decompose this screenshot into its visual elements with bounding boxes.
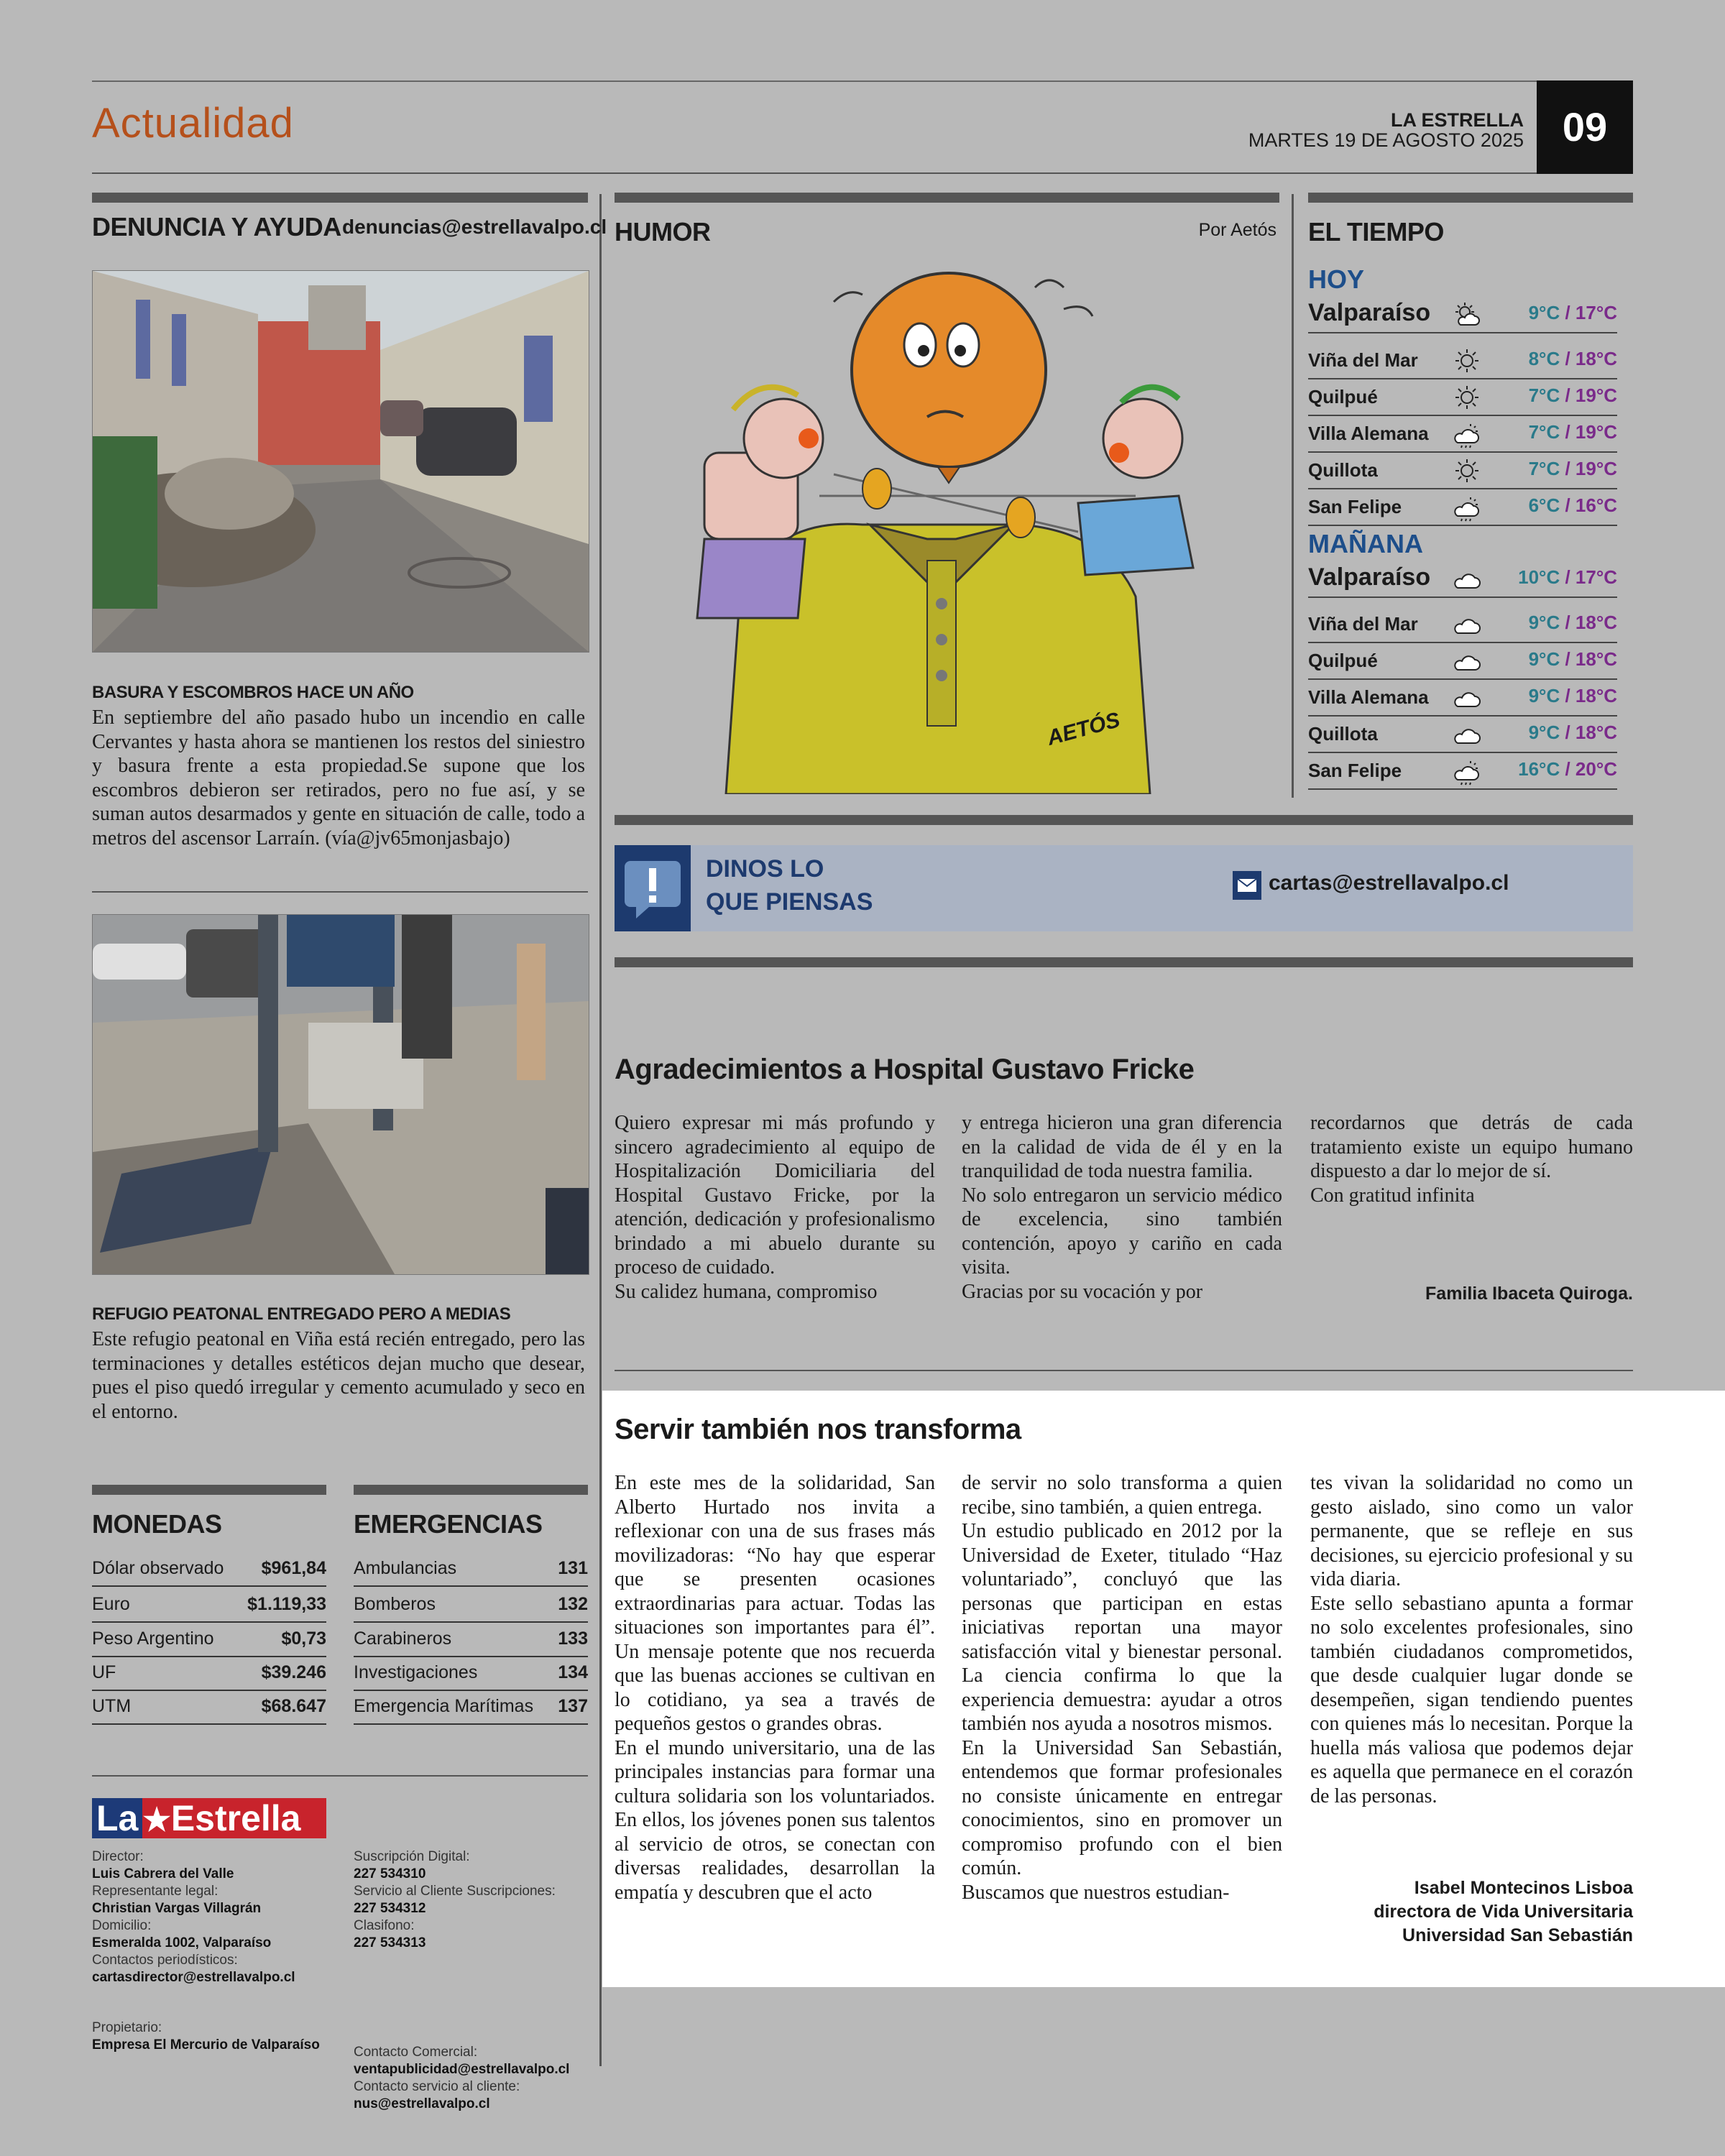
masthead-right: Suscripción Digital: 227 534310 Servicio al Cliente Suscripciones: 227 534312 Clasifono: 227 534313 Contacto Comercial: ventapublicidad@estrellavalpo.cl Contacto servicio al cliente: nus@estrellavalpo.cl xyxy=(354,1848,598,2113)
weather-row: Quilpué 9°C / 18°C xyxy=(1308,642,1617,680)
cartoon-fencing-puppets xyxy=(618,259,1279,794)
humor-author: Por Aetós xyxy=(1198,220,1276,240)
cloud-icon xyxy=(1452,610,1482,639)
speech-alert-icon xyxy=(615,845,691,931)
page-number: 09 xyxy=(1562,104,1608,149)
cloud-icon xyxy=(1452,720,1482,749)
client-email-link[interactable]: nus@estrellavalpo.cl xyxy=(354,2096,490,2111)
weather-row: Viña del Mar 8°C / 18°C xyxy=(1308,342,1617,379)
column-role2: Universidad San Sebastián xyxy=(1402,1925,1633,1945)
weather-row: Villa Alemana 7°C / 19°C xyxy=(1308,415,1617,453)
letter-col1: Quiero expresar mi más profundo y sincero agradecimiento al equipo de Hospitalización Domiciliaria del Hospital Gustavo Fricke, por la atención, dedicación y profesionalismo brindado a mi abuelo durante su proceso de cuidado. Su calidez humana, compromiso xyxy=(615,1112,935,1303)
letter-title: Agradecimientos a Hospital Gustavo Fricke xyxy=(615,1054,1195,1085)
weather-row: Quillota 7°C / 19°C xyxy=(1308,452,1617,489)
cloud-sun-icon xyxy=(1452,493,1482,522)
table-row: Euro $1.119,33 xyxy=(92,1588,326,1623)
photo-garbage-street xyxy=(92,270,589,653)
page-number-box xyxy=(1537,80,1633,174)
cloud-sun-icon xyxy=(1452,757,1482,786)
item2-text: Este refugio peatonal en Viña está recién entregado, pero las terminaciones y detalles estéticos dejan mucho que desear, pues el piso quedó irregular y cemento acumulado y seco en el entorno. xyxy=(92,1328,585,1423)
weather-row: Villa Alemana 9°C / 18°C xyxy=(1308,679,1617,717)
sun-icon xyxy=(1452,456,1482,485)
denuncia-title: DENUNCIA Y AYUDA xyxy=(92,212,341,241)
letter-signature: Familia Ibaceta Quiroga. xyxy=(1425,1284,1633,1304)
cloud-icon xyxy=(1452,565,1482,594)
dinos-banner xyxy=(615,845,1633,931)
column-col3: tes vivan la solidaridad no como un gesto aislado, sino como un valor permanente, que se refleje en sus decisiones, su ejercicio profesional y su vida diaria. Este sello sebastiano apunta a formar no solo excelentes profesionales, sino también ciudadanos comprometidos, que desde cualquier lugar donde se desempeñen, sigan tendiendo puentes con quienes más lo necesitan. Porque la huella más valiosa que podemos dejar es aquella que permanece en el corazón de las personas. xyxy=(1310,1472,1633,1807)
column-author-block xyxy=(1310,1876,1633,1948)
contacts-email-link[interactable]: cartasdirector@estrellavalpo.cl xyxy=(92,1970,295,1985)
photo-bus-shelter xyxy=(92,914,589,1275)
dinos-icon-box xyxy=(615,845,691,931)
section-title: Actualidad xyxy=(92,100,294,147)
dinos-line2: QUE PIENSAS xyxy=(706,888,873,916)
table-row: Emergencia Marítimas 137 xyxy=(354,1690,588,1725)
letter-col2: y entrega hicieron una gran diferencia en la calidad de vida de él y en la tranquilidad de toda nuestra familia. No solo entregaron un servicio médico de excelencia, sino también contención, apoyo y cariño en cada visita. Gracias por su vocación y por xyxy=(962,1112,1282,1303)
weather-row: Valparaíso 10°C / 17°C xyxy=(1308,561,1617,598)
commercial-email-link[interactable]: ventapublicidad@estrellavalpo.cl xyxy=(354,2062,570,2077)
weather-row: San Felipe 6°C / 16°C xyxy=(1308,489,1617,526)
humor-title: HUMOR xyxy=(615,217,711,247)
table-row: UF $39.246 xyxy=(92,1657,326,1691)
item1-text: En septiembre del año pasado hubo un incendio en calle Cervantes y hasta ahora se mantienen los restos del siniestro y basura frente a esta propiedad.Se supone que los escombros debieron ser retirados, pero no fue así, y se suman autos desarmados y gente en situación de calle, todo a metros del ascensor Larraín. (vía@jv65monjasbajo) xyxy=(92,706,585,849)
cloud-sun-icon xyxy=(1452,420,1482,448)
denuncia-email-link[interactable]: denuncias@estrellavalpo.cl xyxy=(342,216,607,238)
weather-title: EL TIEMPO xyxy=(1308,217,1444,247)
column-title: Servir también nos transforma xyxy=(615,1414,1021,1445)
weather-row: Valparaíso 9°C / 17°C xyxy=(1308,296,1617,333)
column-role1: directora de Vida Universitaria xyxy=(1374,1902,1633,1922)
paper-name: LA ESTRELLA xyxy=(1391,109,1524,131)
table-row: Carabineros 133 xyxy=(354,1623,588,1657)
cartas-email-link[interactable]: cartas@estrellavalpo.cl xyxy=(1269,871,1509,895)
table-row: Investigaciones 134 xyxy=(354,1657,588,1691)
column-author: Isabel Montecinos Lisboa xyxy=(1414,1878,1633,1898)
cloud-icon xyxy=(1452,647,1482,676)
star-icon: ★ xyxy=(142,1802,171,1838)
table-row: Dólar observado $961,84 xyxy=(92,1552,326,1587)
weather-row: Quilpué 7°C / 19°C xyxy=(1308,379,1617,416)
sun-icon xyxy=(1452,383,1482,412)
sun-cloud-icon xyxy=(1452,300,1482,329)
weather-row: Quillota 9°C / 18°C xyxy=(1308,716,1617,753)
monedas-title: MONEDAS xyxy=(92,1509,222,1539)
logo: La ★Estrella xyxy=(92,1798,326,1838)
item1-title: BASURA Y ESCOMBROS HACE UN AÑO xyxy=(92,683,414,702)
item2-title: REFUGIO PEATONAL ENTREGADO PERO A MEDIAS xyxy=(92,1304,511,1324)
weather-row: San Felipe 16°C / 20°C xyxy=(1308,752,1617,790)
sun-icon xyxy=(1452,346,1482,375)
table-row: Bomberos 132 xyxy=(354,1588,588,1623)
opinion-column xyxy=(602,1391,1725,1987)
weather-tomorrow-label: MAÑANA xyxy=(1308,529,1423,558)
cloud-icon xyxy=(1452,683,1482,712)
mail-icon xyxy=(1233,871,1261,900)
letter-col3: recordarnos que detrás de cada tratamiento existe un equipo humano dispuesto a dar lo mejor de sí. Con gratitud infinita xyxy=(1310,1112,1633,1207)
cartoon-signature: AETÓS xyxy=(1044,708,1123,750)
weather-today-label: HOY xyxy=(1308,264,1365,294)
dinos-line1: DINOS LO xyxy=(706,855,824,883)
column-col1: En este mes de la solidaridad, San Alberto Hurtado nos invita a reflexionar con una de sus frases más movilizadoras: “No hay que esperar que se presenten ocasiones extraordinarias para actuar. Todas las situaciones son importantes para él”. Un mensaje potente que nos recuerda que las buenas acciones se cultivan en lo cotidiano, ya sea a través de pequeños gestos o grandes obras. En el mundo universitario, una de las principales instancias para formar una cultura solidaria son los voluntariados. En ellos, los jóvenes ponen sus talentos al servicio de otros, se conectan con diversas realidades, desarrollan la empatía y descubren que el acto xyxy=(615,1472,935,1904)
table-row: UTM $68.647 xyxy=(92,1690,326,1725)
table-row: Ambulancias 131 xyxy=(354,1552,588,1587)
table-row: Peso Argentino $0,73 xyxy=(92,1623,326,1657)
emergencias-title: EMERGENCIAS xyxy=(354,1509,543,1539)
weather-row: Viña del Mar 9°C / 18°C xyxy=(1308,606,1617,643)
masthead-left: Director: Luis Cabrera del Valle Representante legal: Christian Vargas Villagrán Domicilio: Esmeralda 1002, Valparaíso Contactos periodísticos: cartasdirector@estrellavalpo.cl Propietario: Empresa El Mercurio de Valparaíso xyxy=(92,1848,329,2054)
issue-date: MARTES 19 DE AGOSTO 2025 xyxy=(1248,129,1524,151)
column-col2: de servir no solo transforma a quien recibe, sino también, a quien entrega. Un estudio publicado en 2012 por la Universidad de Exeter, titulado “Haz voluntariado”, concluyó que las personas que participan en estas iniciativas reportan una mayor satisfacción vital y bienestar personal. La ciencia confirma lo que la experiencia demuestra: ayudar a otros también nos ayuda a nosotros mismos. En la Universidad San Sebastián, entendemos que formar profesionales no consiste únicamente en entregar conocimientos, sino en promover un compromiso profundo con el bien común. Buscamos que nuestros estudian- xyxy=(962,1472,1282,1904)
